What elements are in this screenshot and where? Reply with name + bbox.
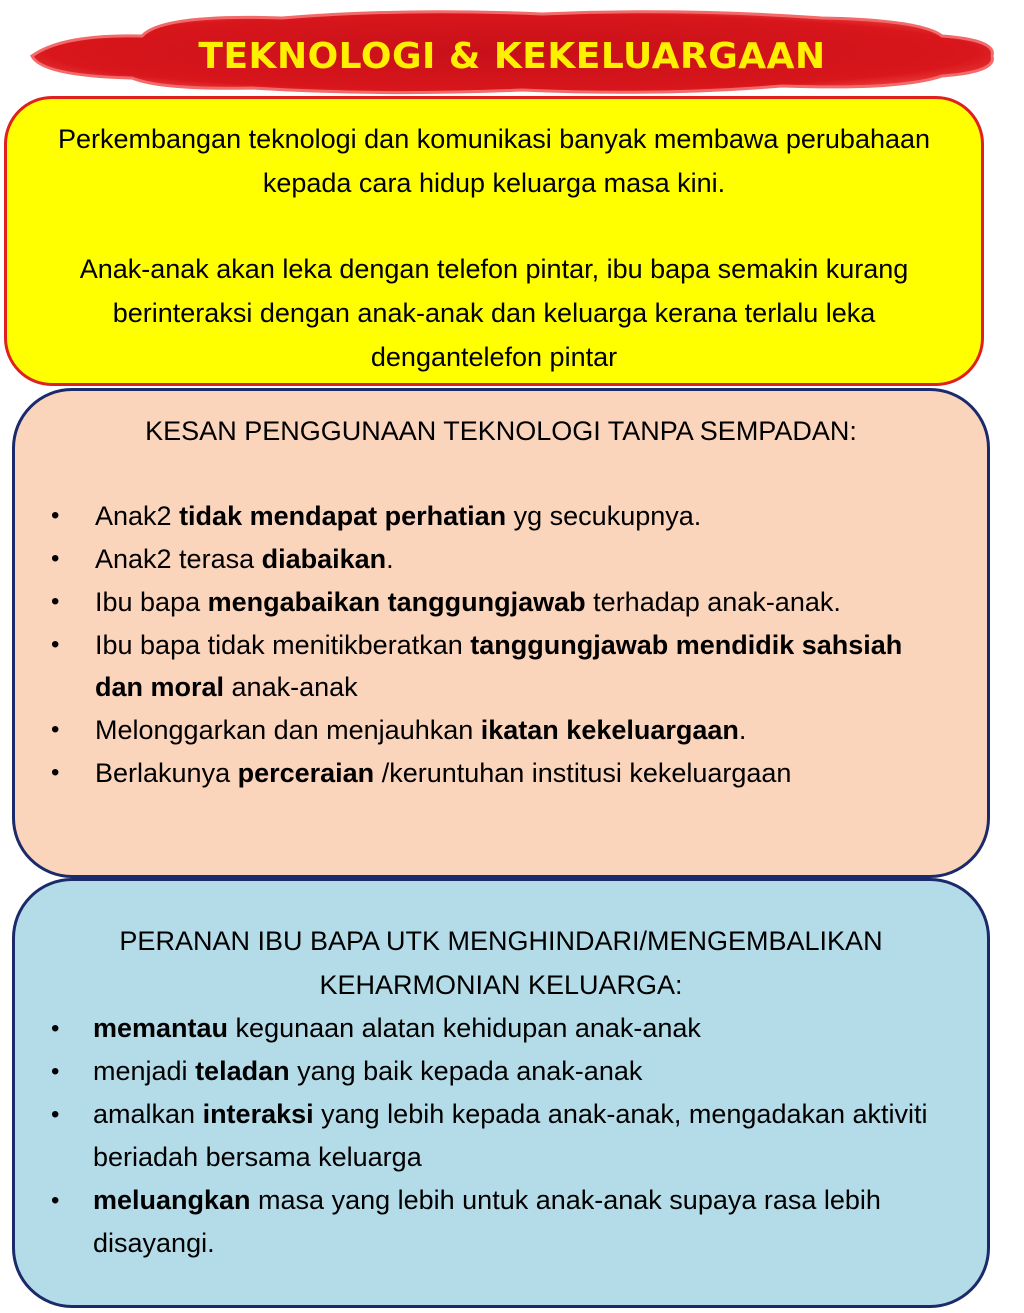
bullet-icon: •: [51, 588, 60, 615]
item-emphasis: interaksi: [202, 1099, 314, 1129]
effects-list: [15, 495, 987, 794]
item-emphasis: diabaikan: [261, 544, 387, 574]
bullet-icon: •: [51, 1015, 60, 1042]
item-text: menjadi: [93, 1056, 196, 1086]
roles-list: [15, 1007, 987, 1265]
item-text: Ibu bapa: [95, 587, 208, 617]
item-text: Melonggarkan dan menjauhkan: [95, 715, 481, 745]
bullet-icon: •: [51, 545, 60, 572]
intro-paragraph-1: Perkembangan teknologi dan komunikasi banyak membawa perubahaan kepada cara hidup keluarga masa kini.: [57, 124, 931, 198]
bullet-icon: •: [51, 1058, 60, 1085]
item-text: .: [738, 715, 747, 745]
item-emphasis: memantau: [93, 1013, 229, 1043]
list-item: [15, 624, 987, 708]
list-item: [15, 581, 987, 623]
item-emphasis: tanggungjawab mendidik sahsiah dan moral: [95, 630, 903, 702]
item-emphasis: tidak mendapat perhatian: [179, 501, 507, 531]
item-text: /keruntuhan institusi kekeluargaan: [374, 758, 792, 788]
page-title: TEKNOLOGI & KEKELUARGAAN: [198, 36, 826, 77]
effects-heading: KESAN PENGGUNAAN TEKNOLOGI TANPA SEMPADAN:: [145, 416, 857, 446]
title-banner: [22, 6, 1002, 96]
intro-panel: [4, 96, 984, 386]
item-emphasis: ikatan kekeluargaan: [480, 715, 739, 745]
roles-panel: [12, 878, 990, 1308]
item-emphasis: meluangkan: [93, 1185, 251, 1215]
item-text: Anak2 terasa: [95, 544, 262, 574]
list-item: [15, 1093, 987, 1179]
bullet-icon: •: [51, 1187, 60, 1214]
list-item: [15, 709, 987, 751]
item-text: .: [386, 544, 394, 574]
bullet-icon: •: [51, 716, 60, 743]
item-text: Anak2: [95, 501, 180, 531]
item-emphasis: mengabaikan tanggungjawab: [207, 587, 586, 617]
roles-heading-line-1: PERANAN IBU BAPA UTK MENGHINDARI/MENGEMBALIKAN: [119, 926, 883, 956]
list-item: [15, 1179, 987, 1265]
list-item: [15, 495, 987, 537]
list-item: [15, 538, 987, 580]
effects-panel: [12, 388, 990, 878]
list-item: [15, 1050, 987, 1093]
item-emphasis: perceraian: [237, 758, 375, 788]
bullet-icon: •: [51, 631, 60, 658]
list-item: [15, 752, 987, 794]
bullet-icon: •: [51, 502, 60, 529]
item-emphasis: teladan: [195, 1056, 290, 1086]
item-text: amalkan: [93, 1099, 203, 1129]
item-text: Berlakunya: [95, 758, 238, 788]
item-text: masa yang lebih untuk anak-anak supaya rasa lebih disayangi.: [93, 1185, 881, 1258]
roles-heading-line-2: KEHARMONIAN KELUARGA:: [319, 970, 683, 1000]
item-text: anak-anak: [224, 672, 358, 702]
item-text: terhadap anak-anak.: [585, 587, 841, 617]
bullet-icon: •: [51, 759, 60, 786]
bullet-icon: •: [51, 1101, 60, 1128]
item-text: kegunaan alatan kehidupan anak-anak: [228, 1013, 701, 1043]
item-text: yg secukupnya.: [506, 501, 702, 531]
item-text: yang baik kepada anak-anak: [289, 1056, 643, 1086]
list-item: [15, 1007, 987, 1050]
item-text: Ibu bapa tidak menitikberatkan: [95, 630, 471, 660]
intro-paragraph-2: Anak-anak akan leka dengan telefon pintar, ibu bapa semakin kurang berinteraksi dengan anak-anak dan keluarga kerana terlalu leka dengantelefon pintar: [79, 254, 909, 372]
item-text: yang lebih kepada anak-anak, mengadakan aktiviti beriadah bersama keluarga: [93, 1099, 928, 1172]
